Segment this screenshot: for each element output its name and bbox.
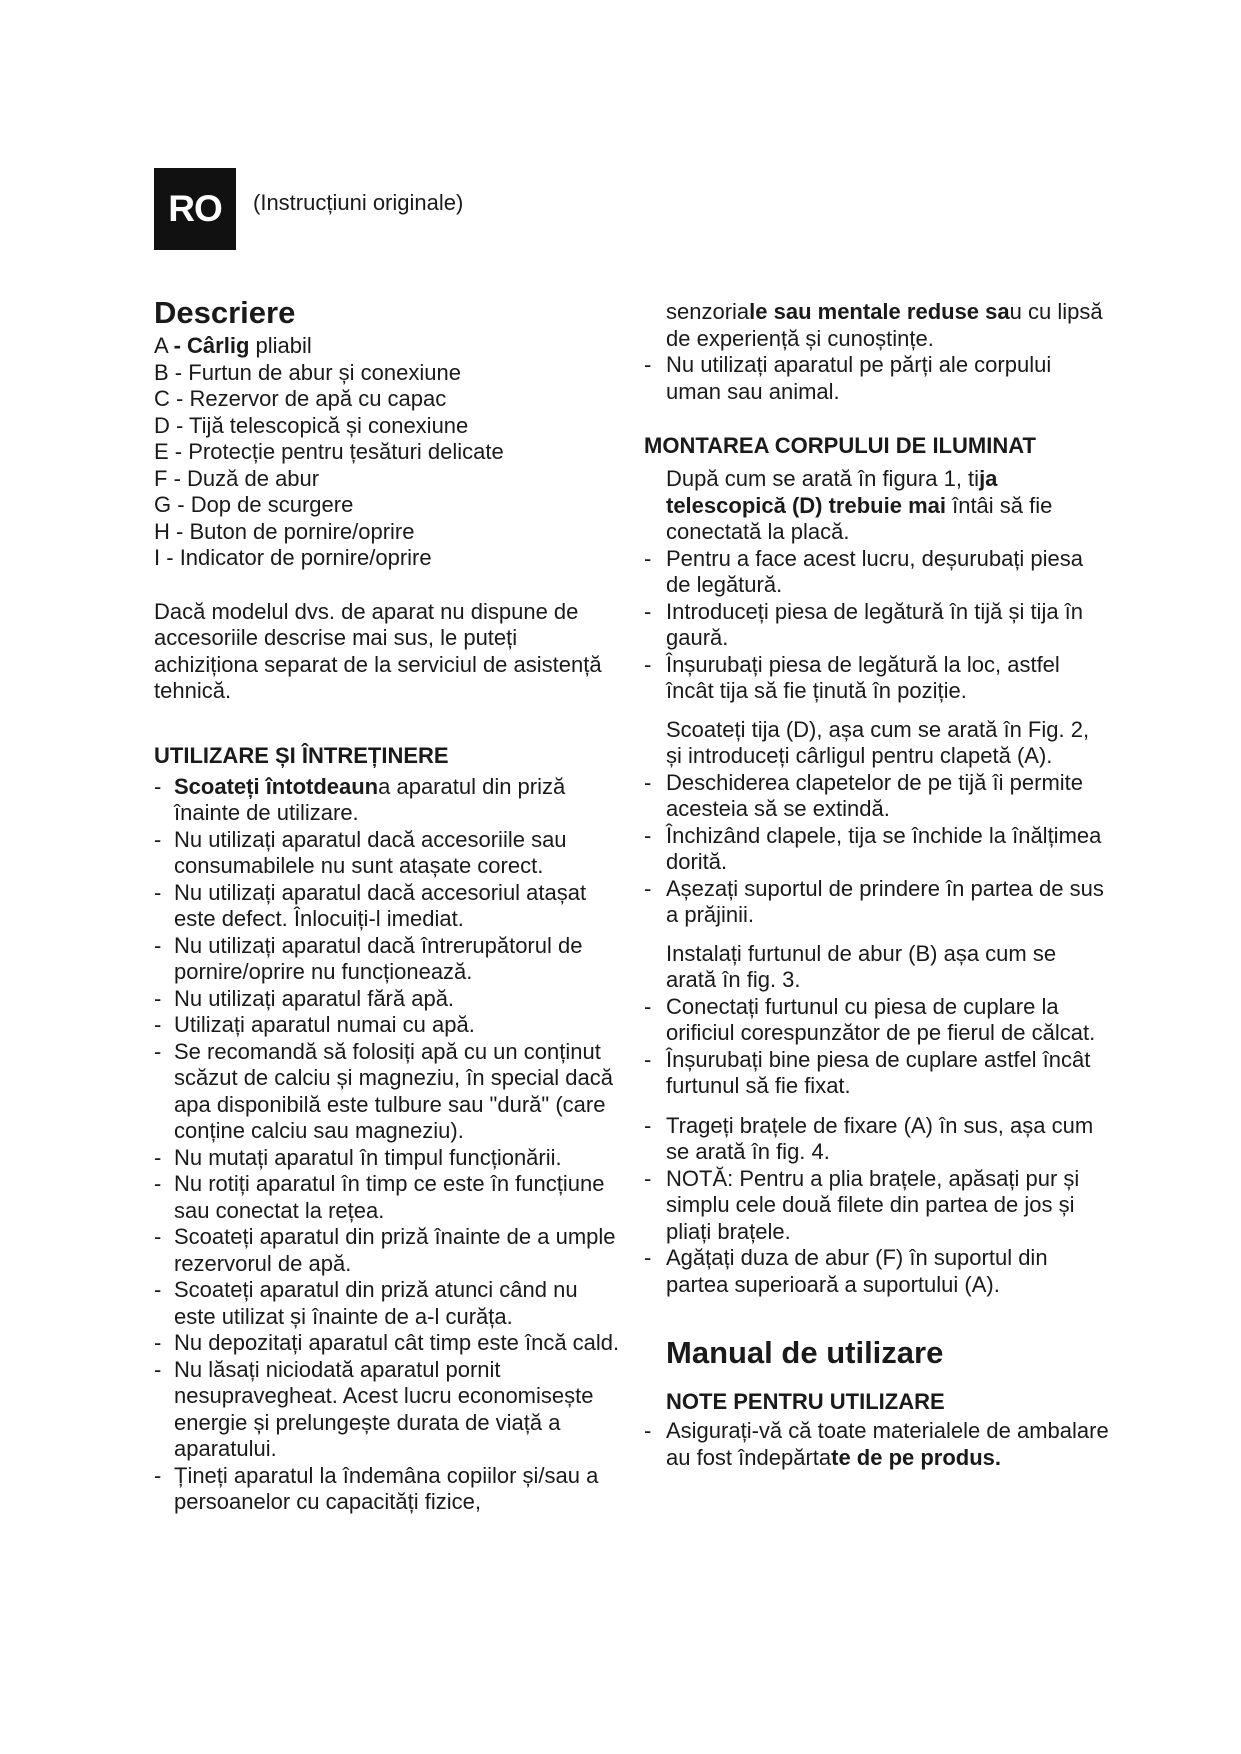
list-item: - Nu utilizați aparatul dacă accesoriul atașat este defect. Înlocuiți-l imediat. [154,880,624,933]
part-item: I - Indicator de pornire/oprire [154,545,432,570]
rod-list [644,770,1109,929]
mounting-heading: MONTAREA CORPULUI DE ILUMINAT [644,433,1036,458]
list-item: - Scoateți aparatul din priză înainte de a umple rezervorul de apă. [154,1224,624,1277]
list-item: - Utilizați aparatul numai cu apă. [154,1012,624,1039]
list-item: - Nu utilizați aparatul pe părți ale corpului uman sau animal. [644,352,1109,405]
list-item: - Nu utilizați aparatul dacă accesoriile sau consumabilele nu sunt atașate corect. [154,827,624,880]
list-item: - Așezați suportul de prindere în partea de sus a prăjinii. [644,876,1109,929]
list-item: - Nu mutați aparatul în timpul funcționării. [154,1145,624,1172]
part-item: C - Rezervor de apă cu capac [154,386,447,411]
list-item: - Introduceți piesa de legătură în tijă și tija în gaură. [644,599,1109,652]
continued-list [644,352,1109,405]
list-item: - Pentru a face acest lucru, deșurubați piesa de legătură. [644,546,1109,599]
rod-intro: Scoateți tija (D), așa cum se arată în Fig. 2, și introduceți cârligul pentru clapetă (A). [666,716,1090,768]
list-item: - Nu lăsați niciodată aparatul pornit nesupravegheat. Acest lucru economisește energie și prelungește durata de viață a aparatului. [154,1357,624,1463]
user-manual-heading: Manual de utilizare [666,1335,944,1370]
language-badge: RO [154,168,236,250]
left-column [154,293,624,1516]
part-item: H - Buton de pornire/oprire [154,518,415,544]
mounting-intro: După cum se arată în figura 1, tija telescopică (D) trebuie mai întâi să fie conectată la placă. [666,466,1053,544]
list-item: - Înșurubați bine piesa de cuplare astfel încât furtunul să fie fixat. [644,1047,1109,1100]
list-item: - Agățați duza de abur (F) în suportul din partea superioară a suportului (A). [644,1245,1109,1298]
list-item: - Nu rotiți aparatul în timp ce este în funcțiune sau conectat la rețea. [154,1171,624,1224]
list-item: - Nu depozitați aparatul cât timp este încă cald. [154,1330,624,1357]
original-instructions-note: (Instrucțiuni originale) [253,190,464,215]
hose-intro: Instalați furtunul de abur (B) așa cum se arată în fig. 3. [666,940,1057,992]
list-item: - Nu utilizați aparatul dacă întrerupătorul de pornire/oprire nu funcționează. [154,933,624,986]
list-item: - Trageți brațele de fixare (A) în sus, așa cum se arată în fig. 4. [644,1113,1109,1166]
use-maintenance-heading: UTILIZARE ȘI ÎNTREȚINERE [154,742,449,768]
list-item: - NOTĂ: Pentru a plia brațele, apăsați pur și simplu cele două filete din partea de jos și pliați brațele. [644,1166,1109,1246]
part-item: A - Cârlig pliabil [154,333,312,358]
list-item: - Nu utilizați aparatul fără apă. [154,986,624,1013]
notes-list [644,1418,1109,1471]
mounting-list [644,546,1109,705]
part-item: F - Duză de abur [154,465,320,491]
description-heading: Descriere [154,295,296,330]
list-item: - Țineți aparatul la îndemâna copiilor și/sau a persoanelor cu capacități fizice, [154,1463,624,1516]
part-item: G - Dop de scurgere [154,492,354,517]
list-item: - Închizând clapele, tija se închide la înălțimea dorită. [644,823,1109,876]
continued-text: senzoriale sau mentale reduse sau cu lipsă de experiență și cunoștințe. [666,299,1103,351]
list-item: - Conectați furtunul cu piesa de cuplare la orificiul corespunzător de pe fierul de călcat. [644,994,1109,1047]
hose-list [644,994,1109,1100]
parts-list [154,333,624,572]
use-list [154,774,624,1516]
right-column [644,299,1109,1471]
arm-list [644,1113,1109,1299]
list-item: - Deschiderea clapetelor de pe tijă îi permite acesteia să se extindă. [644,770,1109,823]
list-item: - Scoateți aparatul din priză atunci când nu este utilizat și înainte de a-l curăța. [154,1277,624,1330]
part-item: B - Furtun de abur și conexiune [154,359,461,385]
part-item: E - Protecție pentru țesături delicate [154,439,504,464]
list-item: - Scoateți întotdeauna aparatul din priză înainte de utilizare. [154,774,624,827]
accessories-note: Dacă modelul dvs. de aparat nu dispune de accesoriile descrise mai sus, le puteți achiziționa separat de la serviciul de asistență tehnică. [154,598,602,703]
part-item: D - Tijă telescopică și conexiune [154,412,469,438]
list-item: - Se recomandă să folosiți apă cu un conținut scăzut de calciu și magneziu, în special dacă apa disponibilă este tulbure sau "dură" (care conține calciu sau magneziu). [154,1039,624,1145]
usage-notes-heading: NOTE PENTRU UTILIZARE [666,1389,945,1414]
list-item: - Înșurubați piesa de legătură la loc, astfel încât tija să fie ținută în poziție. [644,652,1109,705]
list-item: - Asigurați-vă că toate materialele de ambalare au fost îndepărtate de pe produs. [644,1418,1109,1471]
